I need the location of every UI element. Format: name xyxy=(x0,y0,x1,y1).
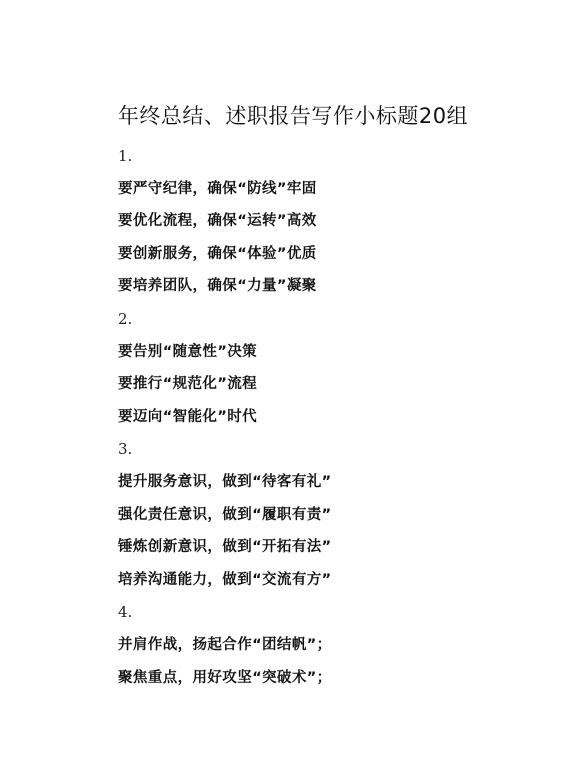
group-number-4: 4. xyxy=(118,603,133,622)
subtitle-item: 要优化流程，确保“运转”高效 xyxy=(118,213,317,230)
subtitle-item: 并肩作战，扬起合作“团结帆”； xyxy=(118,636,332,653)
subtitle-item: 要严守纪律，确保“防线”牢固 xyxy=(118,180,317,197)
subtitle-item: 提升服务意识，做到“待客有礼” xyxy=(118,473,332,490)
subtitle-item: 锤炼创新意识，做到“开拓有法” xyxy=(118,539,332,556)
subtitle-item: 要迈向“智能化”时代 xyxy=(118,408,258,425)
document-title: 年终总结、述职报告写作小标题20组 xyxy=(117,104,469,128)
subtitle-item: 要告别“随意性”决策 xyxy=(118,343,258,360)
subtitle-item: 要创新服务，确保“体验”优质 xyxy=(118,245,317,262)
subtitle-item: 要培养团队，确保“力量”凝聚 xyxy=(118,278,317,295)
document-body xyxy=(118,140,538,694)
subtitle-item: 要推行“规范化”流程 xyxy=(118,376,258,393)
group-number-1: 1. xyxy=(118,147,133,165)
group-number-3: 3. xyxy=(118,440,133,459)
subtitle-item: 培养沟通能力，做到“交流有方” xyxy=(118,571,332,588)
group-number-2: 2. xyxy=(118,309,133,328)
subtitle-item: 聚焦重点，用好攻坚“突破术”； xyxy=(118,669,332,686)
subtitle-item: 强化责任意识，做到“履职有责” xyxy=(118,506,332,523)
